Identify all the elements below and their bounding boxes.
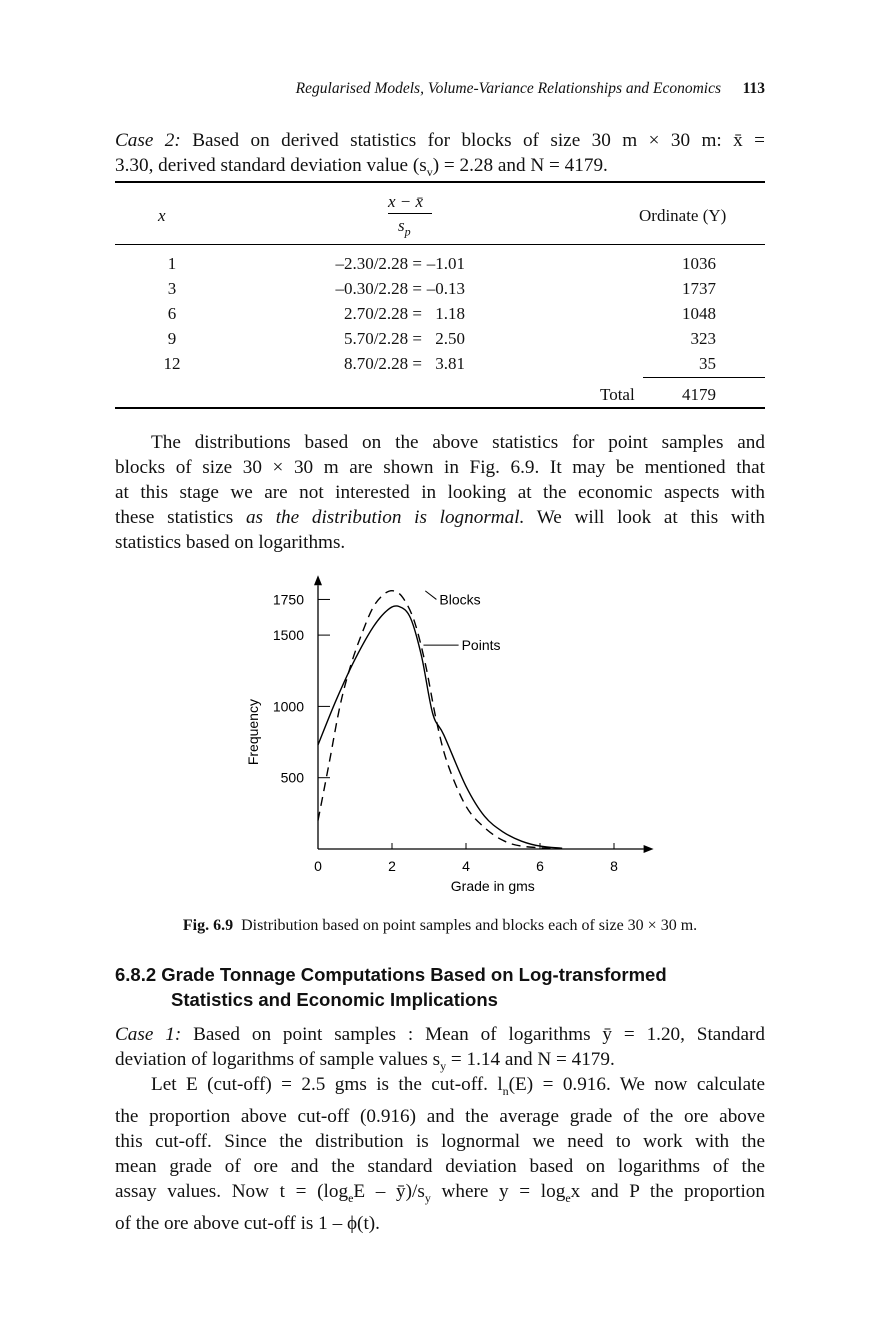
col-header-denominator <box>398 216 411 239</box>
col-header-x: x <box>158 206 166 225</box>
y-axis-arrow <box>314 575 322 585</box>
table-bottom-rule <box>115 407 765 409</box>
x-tick-label-8: 8 <box>610 858 618 874</box>
fraction-bar <box>388 213 432 214</box>
p2-line1-end: (E) = 0.916. We now calculate <box>508 1074 765 1095</box>
col-header-ordinate: Ordinate (Y) <box>639 206 727 225</box>
chart-axes <box>314 575 654 853</box>
heading-text1: Grade Tonnage Computations Based on Log-transformed <box>161 964 667 985</box>
cell-y-4: 323 <box>690 329 716 348</box>
p1-line4-italic: as the distribution is lognormal. <box>245 507 525 528</box>
p2-line1-text: Let E (cut-off) = 2.5 gms is the cut-off. l <box>151 1074 503 1095</box>
p2-line5a-sub: e <box>348 1190 354 1205</box>
p2-line1-sub: n <box>502 1083 509 1098</box>
p2-line5c-sub: e <box>565 1190 571 1205</box>
p2-line5b: E – ȳ)/s <box>353 1180 425 1202</box>
case2-paragraph <box>115 128 765 185</box>
y-tick-label-1750: 1750 <box>272 591 304 608</box>
figure-caption <box>115 917 765 935</box>
table-header-rule <box>115 244 765 245</box>
case1-text2: deviation of logarithms of sample values s <box>115 1049 441 1070</box>
cell-z-1: –1.01 <box>426 254 465 273</box>
p1-line3: at this stage we are not interested in looking at the economic aspects with <box>115 482 765 503</box>
total-rule <box>643 377 765 378</box>
cell-y-5: 35 <box>699 354 716 373</box>
x-axis-title: Grade in gms <box>450 878 535 894</box>
denominator-sub: p <box>404 224 411 239</box>
cell-expr-4: 5.70/2.28 = <box>343 329 422 348</box>
x-axis-arrow <box>644 845 654 853</box>
cell-expr-2: –0.30/2.28 = <box>335 279 422 298</box>
denominator-s: s <box>398 216 405 235</box>
p2-line5 <box>115 1179 765 1211</box>
blocks-annotation: Blocks <box>439 591 481 608</box>
cutoff-paragraph <box>115 1072 765 1236</box>
case1-sub: y <box>440 1058 447 1073</box>
section-heading <box>115 962 765 1012</box>
heading-number: 6.8.2 <box>115 964 157 985</box>
y-tick-label-1000: 1000 <box>272 698 304 715</box>
heading-line1 <box>115 962 765 987</box>
p2-line6: of the ore above cut-off is 1 – ϕ(t). <box>115 1212 380 1234</box>
cell-expr-5: 8.70/2.28 = <box>343 354 422 373</box>
cell-x-5: 12 <box>163 354 181 373</box>
x-tick-label-0: 0 <box>314 858 322 874</box>
cell-z-4: 2.50 <box>435 329 465 348</box>
p1-line1: The distributions based on the above statistics for point samples and <box>151 432 765 453</box>
chart-series <box>318 591 562 849</box>
case1-line1 <box>115 1022 765 1047</box>
p2-line4: mean grade of ore and the standard deviation based on logarithms of the <box>115 1155 765 1177</box>
case1-text2-end: = 1.14 and N = 4179. <box>446 1049 615 1070</box>
heading-line2: Statistics and Economic Implications <box>171 989 498 1010</box>
case1-text1: Based on point samples : Mean of logarithms ȳ = 1.20, Standard <box>181 1024 766 1045</box>
col-header-numerator: x − x̄ <box>388 192 424 211</box>
series-line-points <box>318 606 562 848</box>
p2-line5c: where y = log <box>430 1180 566 1202</box>
page-number: 113 <box>742 80 765 97</box>
x-tick-label-2: 2 <box>388 858 396 874</box>
y-tick-label-1500: 1500 <box>272 627 304 644</box>
y-axis-title: Frequency <box>245 699 261 766</box>
cell-x-1: 1 <box>167 254 177 273</box>
cell-x-2: 3 <box>167 279 177 298</box>
distribution-paragraph <box>115 430 765 555</box>
x-tick-label-6: 6 <box>536 858 544 874</box>
cell-expr-1: –2.30/2.28 = <box>335 254 422 273</box>
p1-line4-start: these statistics <box>115 507 246 528</box>
cell-y-2: 1737 <box>682 279 716 298</box>
cell-expr-3: 2.70/2.28 = <box>343 304 422 323</box>
case2-text2-end: ) = 2.28 and N = 4179. <box>432 155 608 176</box>
cell-y-1: 1036 <box>682 254 716 273</box>
distribution-chart <box>0 570 878 905</box>
cell-z-5: 3.81 <box>435 354 465 373</box>
table-top-rule <box>115 181 765 183</box>
cell-x-3: 6 <box>167 304 177 323</box>
case1-label: Case 1: <box>115 1024 182 1045</box>
p2-line5b-sub: y <box>424 1190 431 1205</box>
p1-line4-end: We will look at this with <box>524 507 766 528</box>
points-annotation: Points <box>461 637 501 654</box>
cell-y-3: 1048 <box>682 304 716 323</box>
case2-text1: Based on derived statistics for blocks of size 30 m × 30 m: x̄ = <box>180 130 766 151</box>
caption-label: Fig. 6.9 <box>182 917 234 934</box>
blocks-leader-line <box>425 591 436 600</box>
cell-x-4: 9 <box>167 329 177 348</box>
cell-z-2: –0.13 <box>426 279 465 298</box>
p1-line4 <box>115 505 765 530</box>
p1-line5: statistics based on logarithms. <box>115 532 346 553</box>
p2-line2: the proportion above cut-off (0.916) and the average grade of the ore above <box>115 1105 765 1127</box>
y-tick-label-500: 500 <box>280 769 304 786</box>
p2-line3: this cut-off. Since the distribution is lognormal we need to work with the <box>115 1130 765 1152</box>
caption-text: Distribution based on point samples and blocks each of size 30 × 30 m. <box>241 917 698 934</box>
case1-paragraph <box>115 1022 765 1079</box>
p2-line1 <box>115 1072 765 1104</box>
case2-text2: 3.30, derived standard deviation value (s <box>115 155 427 176</box>
total-label: Total <box>600 385 635 404</box>
case2-sub: v <box>426 164 433 179</box>
x-tick-label-4: 4 <box>462 858 470 874</box>
total-value: 4179 <box>682 385 716 404</box>
case2-line1 <box>115 128 765 153</box>
p2-line5a: assay values. Now t = (log <box>115 1180 349 1202</box>
running-title: Regularised Models, Volume-Variance Relationships and Economics <box>295 80 721 97</box>
running-header <box>115 80 765 104</box>
cell-z-3: 1.18 <box>435 304 465 323</box>
p2-line5d: x and P the proportion <box>570 1180 765 1202</box>
case2-label: Case 2: <box>115 130 181 151</box>
p1-line2: blocks of size 30 × 30 m are shown in Fig. 6.9. It may be mentioned that <box>115 457 765 478</box>
